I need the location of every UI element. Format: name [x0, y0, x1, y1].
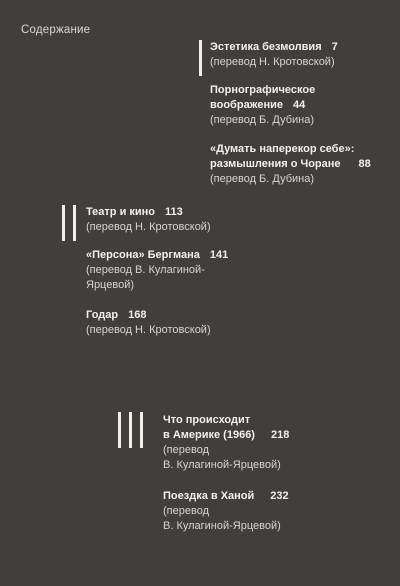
roman-bar	[140, 412, 143, 448]
part-3-numeral-bars	[118, 412, 151, 448]
entry-translator-note: Ярцевой)	[86, 279, 135, 291]
entry-title-line: Поездка в Ханой	[163, 490, 255, 502]
page-heading: Содержание	[21, 24, 91, 36]
toc-entry[interactable]	[210, 40, 400, 70]
entry-page-number: 7	[331, 41, 338, 53]
entry-title-line: Порнографическое	[210, 84, 316, 96]
toc-entry[interactable]	[86, 248, 286, 293]
entry-translator-note: (перевод В. Кулагиной-	[86, 264, 205, 276]
entry-page-number: 113	[165, 206, 183, 218]
part-1-numeral-bars	[199, 40, 210, 76]
entry-translator-note: (перевод	[163, 444, 209, 456]
entry-translator-note: (перевод Н. Кротовской)	[86, 221, 211, 233]
entry-title-line: Эстетика безмолвия	[210, 41, 322, 53]
entry-page-number: 232	[270, 490, 289, 502]
entry-title-line: воображение	[210, 99, 283, 111]
entry-page-number: 168	[128, 309, 147, 321]
entry-title-line: «Персона» Бергмана	[86, 249, 200, 261]
toc-entry[interactable]	[210, 142, 400, 187]
entry-title-line: размышления о Чоране	[210, 158, 341, 170]
entry-page-number: 88	[358, 158, 371, 170]
entry-title-line: Театр и кино	[86, 206, 156, 218]
entry-translator-note: В. Кулагиной-Ярцевой)	[163, 459, 281, 471]
entry-translator-note: В. Кулагиной-Ярцевой)	[163, 520, 281, 532]
entry-translator-note: (перевод	[163, 505, 209, 517]
entry-translator-note: (перевод Б. Дубина)	[210, 114, 314, 126]
toc-entry[interactable]	[163, 489, 363, 534]
roman-bar	[62, 205, 65, 241]
entry-page-number: 44	[292, 99, 306, 111]
toc-entry[interactable]	[86, 205, 286, 235]
entry-page-number: 141	[209, 249, 229, 261]
roman-bar	[129, 412, 132, 448]
entry-translator-note: (перевод Н. Кротовской)	[210, 56, 335, 68]
entry-title-line: Годар	[86, 309, 119, 321]
entry-title-line: «Думать наперекор себе»:	[210, 143, 355, 155]
roman-bar	[199, 40, 202, 76]
entry-page-number: 218	[270, 429, 290, 441]
toc-entry[interactable]	[210, 83, 400, 128]
entry-translator-note: (перевод Н. Кротовской)	[86, 324, 211, 336]
toc-entry[interactable]	[86, 308, 286, 338]
part-2-numeral-bars	[62, 205, 84, 241]
entry-title-line: Что происходит	[163, 414, 251, 426]
toc-entry[interactable]	[163, 413, 363, 473]
entry-title-line: в Америке (1966)	[163, 429, 255, 441]
entry-translator-note: (перевод Б. Дубина)	[210, 173, 314, 185]
roman-bar	[118, 412, 121, 448]
roman-bar	[73, 205, 76, 241]
